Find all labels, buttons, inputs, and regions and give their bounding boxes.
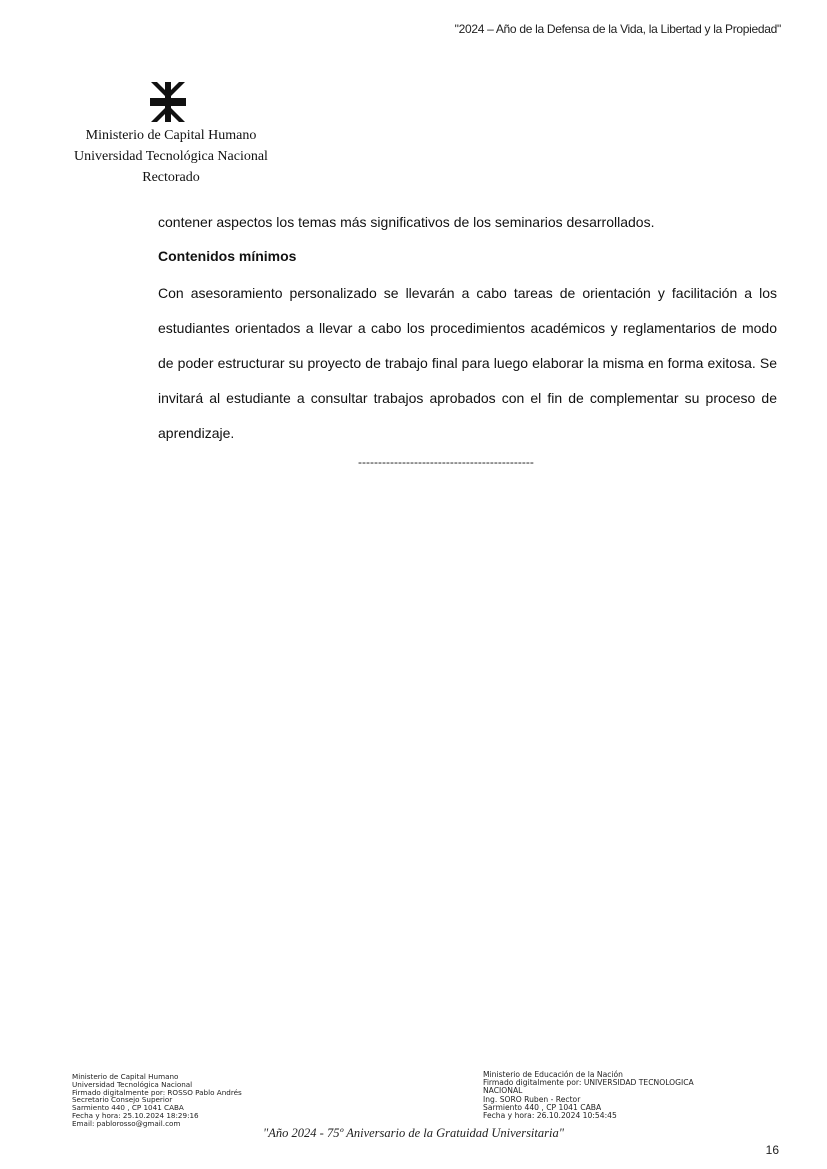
page-number: 16	[765, 1143, 779, 1157]
signature-line: Fecha y hora: 26.10.2024 10:54:45	[483, 1111, 617, 1121]
signature-line: NACIONAL	[483, 1086, 523, 1096]
signature-block-right	[483, 1071, 694, 1120]
utn-logo-icon	[150, 82, 186, 122]
signature-line: Sarmiento 440 , CP 1041 CABA	[483, 1102, 602, 1112]
document-body	[158, 208, 777, 451]
signature-line: Secretario Consejo Superior	[72, 1095, 173, 1105]
institution-block	[60, 125, 282, 188]
footer-motto: "Año 2024 - 75º Aniversario de la Gratuidad Universitaria"	[263, 1126, 564, 1140]
signature-line: Email: pablorosso@gmail.com	[72, 1118, 181, 1128]
signature-line: Ing. SORO Ruben - Rector	[483, 1094, 581, 1104]
lead-sentence: contener aspectos los temas más significativos de los seminarios desarrollados.	[158, 214, 655, 230]
end-divider: --------------------------------------------	[358, 455, 534, 469]
body-paragraph: Con asesoramiento personalizado se llevarán a cabo tareas de orientación y facilitación a los estudiantes orientados a llevar a cabo los procedimientos académicos y reglamentarios de modo de poder estructurar su proyecto de trabajo final para luego elaborar la misma en forma exitosa. Se invitará al estudiante a consultar trabajos aprobados con el fin de complementar su proceso de aprendizaje.	[158, 285, 777, 441]
institution-line-ministry: Ministerio de Capital Humano	[85, 128, 257, 143]
signature-block-left	[72, 1073, 242, 1128]
signature-line: Ministerio de Educación de la Nación	[483, 1070, 623, 1079]
signature-line: Fecha y hora: 25.10.2024 18:29:16	[72, 1110, 199, 1120]
signature-line: Firmado digitalmente por: ROSSO Pablo Andrés	[72, 1087, 242, 1097]
signature-line: Sarmiento 440 , CP 1041 CABA	[72, 1103, 184, 1113]
signature-line: Ministerio de Capital Humano	[72, 1072, 179, 1081]
signature-line: Universidad Tecnológica Nacional	[72, 1079, 193, 1089]
institution-line-office: Rectorado	[142, 170, 200, 185]
section-heading: Contenidos mínimos	[158, 248, 297, 264]
signature-line: Firmado digitalmente por: UNIVERSIDAD TECNOLOGICA	[483, 1078, 694, 1088]
institution-line-university: Universidad Tecnológica Nacional	[74, 149, 268, 164]
header-motto: "2024 – Año de la Defensa de la Vida, la Libertad y la Propiedad"	[454, 22, 781, 36]
